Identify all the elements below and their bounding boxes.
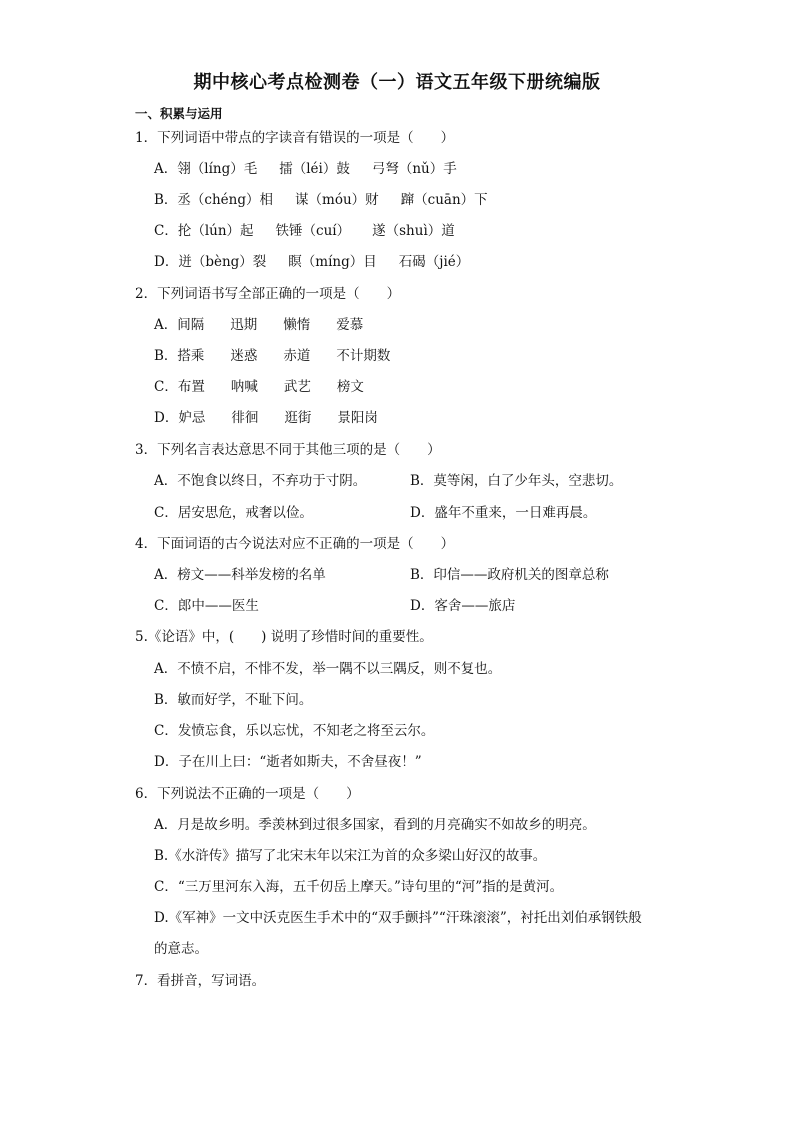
question-1-option-d: D．迸（bèng）裂 瞑（míng）目 石碣（jié） — [154, 254, 470, 270]
question-3-stem: 3．下列名言表达意思不同于其他三项的是（ ） — [135, 442, 441, 458]
question-3-option-b: B．莫等闲，白了少年头，空悲切。 — [410, 473, 623, 489]
question-6-option-b: B.《水浒传》描写了北宋末年以宋江为首的众多梁山好汉的故事。 — [154, 848, 547, 864]
question-4-option-b: B．印信——政府机关的图章总称 — [410, 567, 609, 583]
question-2-option-b: B．搭乘 迷惑 赤道 不计期数 — [154, 348, 391, 364]
question-2-option-d: D．妒忌 徘徊 逛街 景阳岗 — [154, 410, 378, 426]
question-4-option-c: C．郎中——医生 — [154, 598, 259, 614]
question-6-option-d-continued: 的意志。 — [154, 941, 208, 957]
question-5-option-b: B．敏而好学，不耻下问。 — [154, 692, 313, 708]
question-5-stem: 5.《论语》中，( ) 说明了珍惜时间的重要性。 — [135, 629, 433, 645]
section-heading: 一、积累与运用 — [135, 106, 223, 121]
question-3-option-c: C．居安思危，戒奢以俭。 — [154, 505, 313, 521]
question-6-stem: 6．下列说法不正确的一项是（ ） — [135, 786, 360, 802]
page-title: 期中核心考点检测卷（一）语文五年级下册统编版 — [193, 72, 601, 93]
question-2-stem: 2．下列词语书写全部正确的一项是（ ） — [135, 286, 401, 302]
question-4-stem: 4．下面词语的古今说法对应不正确的一项是（ ） — [135, 536, 455, 552]
question-6-option-a: A．月是故乡明。季羡林到过很多国家，看到的月亮确实不如故乡的明亮。 — [154, 817, 596, 833]
question-2-option-c: C．布置 呐喊 武艺 榜文 — [154, 379, 364, 395]
question-1-stem: 1．下列词语中带点的字读音有错误的一项是（ ） — [135, 130, 455, 146]
question-4-option-d: D．客舍——旅店 — [410, 598, 516, 614]
question-5-option-a: A．不愤不启，不悱不发，举一隅不以三隅反，则不复也。 — [154, 661, 502, 677]
question-5-option-c: C．发愤忘食，乐以忘忧，不知老之将至云尔。 — [154, 723, 435, 739]
question-2-option-a: A．间隔 迅期 懒惰 爱慕 — [154, 317, 364, 333]
question-5-option-d: D．子在川上曰：“逝者如斯夫，不舍昼夜！” — [154, 754, 422, 770]
question-3-option-a: A．不饱食以终日，不弃功于寸阴。 — [154, 473, 367, 489]
question-4-option-a: A．榜文——科举发榜的名单 — [154, 567, 326, 583]
question-1-option-a: A．翎（líng）毛 擂（léi）鼓 弓弩（nǔ）手 — [154, 161, 457, 177]
question-7-stem: 7．看拼音，写词语。 — [135, 973, 266, 989]
question-1-option-c: C．抡（lún）起 铁锤（cuí） 遂（shuì）道 — [154, 223, 455, 239]
question-6-option-c: C．“三万里河东入海，五千仞岳上摩天。”诗句里的“河”指的是黄河。 — [154, 879, 564, 895]
question-6-option-d: D.《军神》一文中沃克医生手术中的“双手颤抖”“汗珠滚滚”，衬托出刘伯承钢铁般 — [154, 910, 642, 926]
question-1-option-b: B．丞（chéng）相 谋（móu）财 蹿（cuān）下 — [154, 192, 488, 208]
question-3-option-d: D．盛年不重来，一日难再晨。 — [410, 505, 597, 521]
